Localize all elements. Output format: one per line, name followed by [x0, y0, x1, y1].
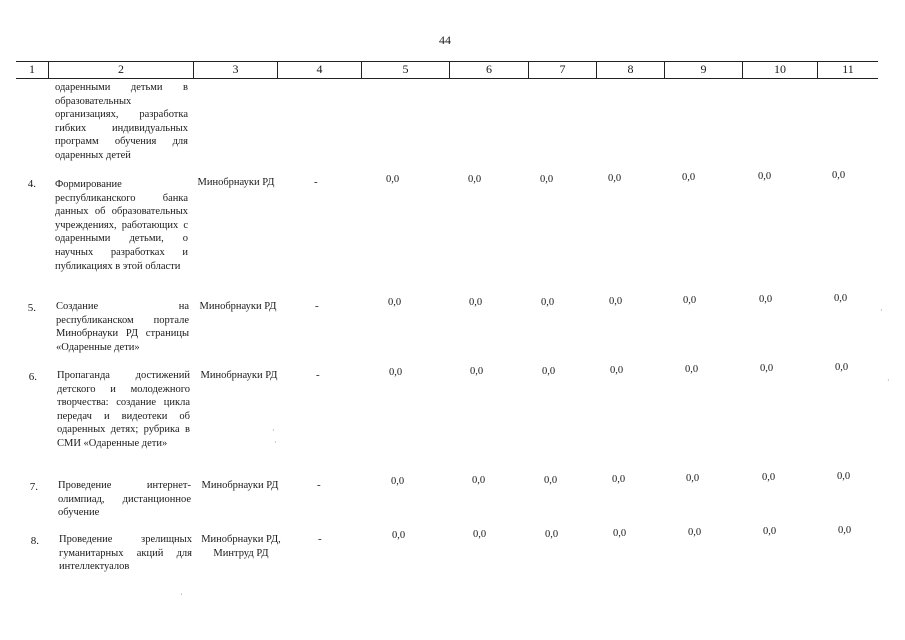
row-value: 0,0: [760, 363, 774, 374]
header-col-9: 9: [664, 62, 742, 78]
row-value: 0,0: [391, 476, 405, 487]
row-value: 0,0: [541, 297, 555, 308]
page-number: 44: [439, 33, 451, 47]
row-col4: -: [315, 300, 319, 312]
row-value: 0,0: [683, 295, 697, 306]
header-col-3: 3: [193, 62, 277, 78]
row-value: 0,0: [686, 473, 700, 484]
row-number: 6.: [28, 371, 37, 383]
row-value: 0,0: [834, 293, 848, 304]
header-col-11: 11: [817, 62, 878, 78]
scan-speck: ·: [180, 590, 183, 599]
row-col4: -: [316, 369, 320, 381]
row-number: 8.: [30, 535, 39, 547]
row-value: 0,0: [838, 525, 852, 536]
row-executor: Минобрнауки РД: [200, 370, 278, 381]
header-col-10: 10: [742, 62, 817, 78]
row-description: Проведение зрелищных гуманитарных акций для интеллектуалов: [59, 534, 192, 573]
row-value: 0,0: [469, 297, 483, 308]
row-executor: Минобрнауки РД: [197, 177, 275, 188]
header-col-5: 5: [361, 62, 449, 78]
table-header-row: [16, 61, 878, 79]
row-value: 0,0: [759, 294, 773, 305]
row-value: 0,0: [758, 171, 772, 182]
row-value: 0,0: [468, 174, 482, 185]
row-value: 0,0: [545, 529, 559, 540]
row-value: 0,0: [388, 297, 402, 308]
row-value: 0,0: [608, 173, 622, 184]
row-value: 0,0: [609, 296, 623, 307]
row-executor: Минобрнауки РД, Минтруд РД: [201, 534, 281, 559]
scan-speck: ·: [274, 438, 277, 447]
header-col-1: 1: [29, 62, 35, 76]
row-value: 0,0: [613, 528, 627, 539]
header-col-6: 6: [449, 62, 528, 78]
scan-speck: ·: [272, 426, 275, 435]
row-value: 0,0: [544, 475, 558, 486]
row-value: 0,0: [685, 364, 699, 375]
row-value: 0,0: [470, 366, 484, 377]
row-value: 0,0: [542, 366, 556, 377]
header-col-4: 4: [277, 62, 361, 78]
row-value: 0,0: [682, 172, 696, 183]
row-value: 0,0: [612, 474, 626, 485]
row-executor: Минобрнауки РД: [199, 301, 277, 312]
row-value: 0,0: [688, 527, 702, 538]
row-value: 0,0: [392, 530, 406, 541]
row-value: 0,0: [472, 475, 486, 486]
row-number: 4.: [27, 178, 36, 190]
row-value: 0,0: [610, 365, 624, 376]
row-description: Пропаганда достижений детского и молодежного творчества: создание цикла передач и видеотеки об одаренных детях; рубрика в СМИ «Одаренные дети»: [57, 370, 190, 449]
row-description: Создание на республиканском портале Минобрнауки РД страницы «Одаренные дети»: [56, 301, 189, 353]
row-col4: -: [314, 176, 318, 188]
header-col-8: 8: [596, 62, 664, 78]
row-value: 0,0: [386, 174, 400, 185]
header-col-2: 2: [48, 62, 193, 78]
row-value: 0,0: [832, 170, 846, 181]
scan-speck: ·: [887, 376, 890, 385]
row-value: 0,0: [540, 174, 554, 185]
row-description: Проведение интернет-олимпиад, дистанционное обучение: [58, 480, 191, 519]
row-description: Формирование республиканского банка данных об образовательных учреждениях, работающих с одаренными детьми, о научных разработках и публикациях в этой области: [55, 179, 188, 272]
row-number: 5.: [27, 302, 36, 314]
row-col4: -: [318, 533, 322, 545]
row-value: 0,0: [389, 367, 403, 378]
row-col4: -: [317, 479, 321, 491]
row-value: 0,0: [835, 362, 849, 373]
row-value: 0,0: [763, 526, 777, 537]
row-executor: Минобрнауки РД: [201, 480, 279, 491]
row-number: 7.: [29, 481, 38, 493]
continuation-text: одаренными детьми в образовательных организациях, разработка гибких индивидуальных программ обучения для одаренных детей: [55, 82, 188, 161]
row-value: 0,0: [473, 529, 487, 540]
row-value: 0,0: [762, 472, 776, 483]
header-col-7: 7: [528, 62, 596, 78]
row-value: 0,0: [837, 471, 851, 482]
scan-speck: ·: [880, 306, 883, 315]
